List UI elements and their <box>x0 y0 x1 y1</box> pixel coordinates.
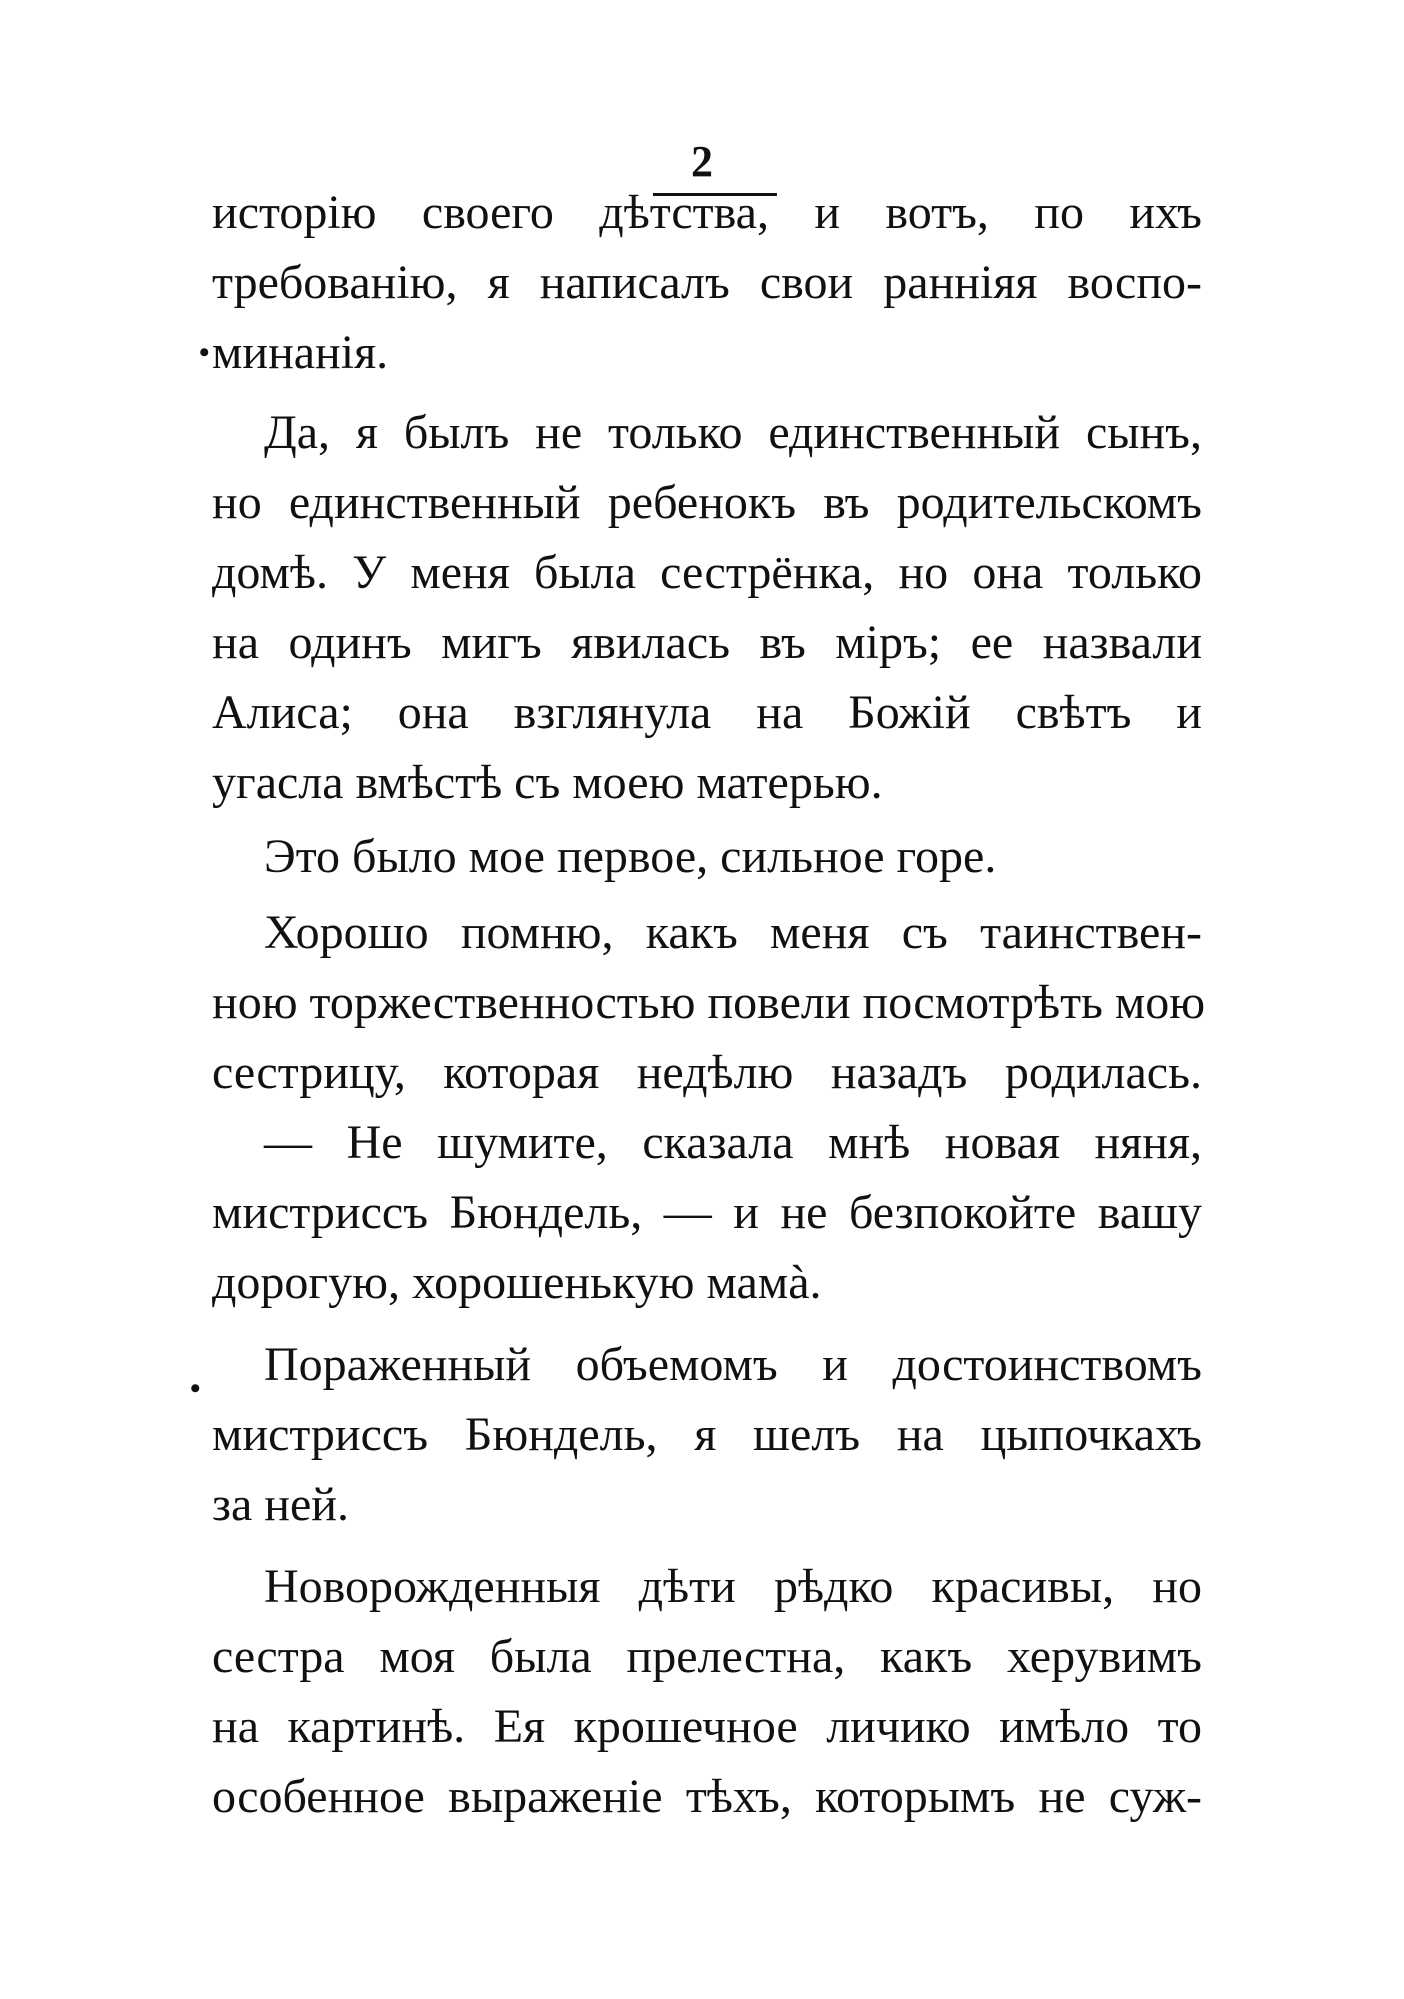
text-line: исторію своего дѣтства, и вотъ, по ихъ <box>212 186 1202 239</box>
text-line: требованію, я написалъ свои ранніяя воспо- <box>212 256 1202 309</box>
text-line: на одинъ мигъ явилась въ міръ; ее назвали <box>212 616 1202 669</box>
text-line: Пораженный объемомъ и достоинствомъ <box>264 1338 1202 1391</box>
text-line: сестра моя была прелестна, какъ херувимъ <box>212 1630 1202 1683</box>
text-line: Это было мое первое, сильное горе. <box>264 830 997 883</box>
text-line: домѣ. У меня была сестрёнка, но она только <box>212 546 1202 599</box>
text-line: Алиса; она взглянула на Божій свѣтъ и <box>212 686 1202 739</box>
ink-speck: • <box>199 336 210 369</box>
text-line: мистриссъ Бюндель, я шелъ на цыпочкахъ <box>212 1408 1202 1461</box>
text-line: сестрицу, которая недѣлю назадъ родилась. <box>212 1046 1202 1099</box>
text-line: ною торжественностью повели посмотрѣть мою <box>212 976 1206 1029</box>
page-number: 2 <box>691 137 713 186</box>
text-line: мистриссъ Бюндель, — и не безпокойте вашу <box>212 1186 1202 1239</box>
text-line: но единственный ребенокъ въ родительскомъ <box>212 476 1202 529</box>
text-line: на картинѣ. Ея крошечное личико имѣло то <box>212 1700 1202 1753</box>
ink-speck: • <box>190 1372 201 1405</box>
text-line: Новорожденныя дѣти рѣдко красивы, но <box>264 1560 1202 1613</box>
text-line: особенное выраженіе тѣхъ, которымъ не суж- <box>212 1770 1202 1823</box>
text-line: за ней. <box>212 1478 349 1531</box>
text-line: дорогую, хорошенькую мамà. <box>212 1256 822 1309</box>
text-line: минанія. <box>212 326 389 379</box>
text-line: угасла вмѣстѣ съ моею матерью. <box>212 756 883 809</box>
text-line: — Не шумите, сказала мнѣ новая няня, <box>264 1116 1202 1169</box>
text-line: Хорошо помню, какъ меня съ таинствен- <box>264 906 1202 959</box>
text-line: Да, я былъ не только единственный сынъ, <box>264 406 1202 459</box>
